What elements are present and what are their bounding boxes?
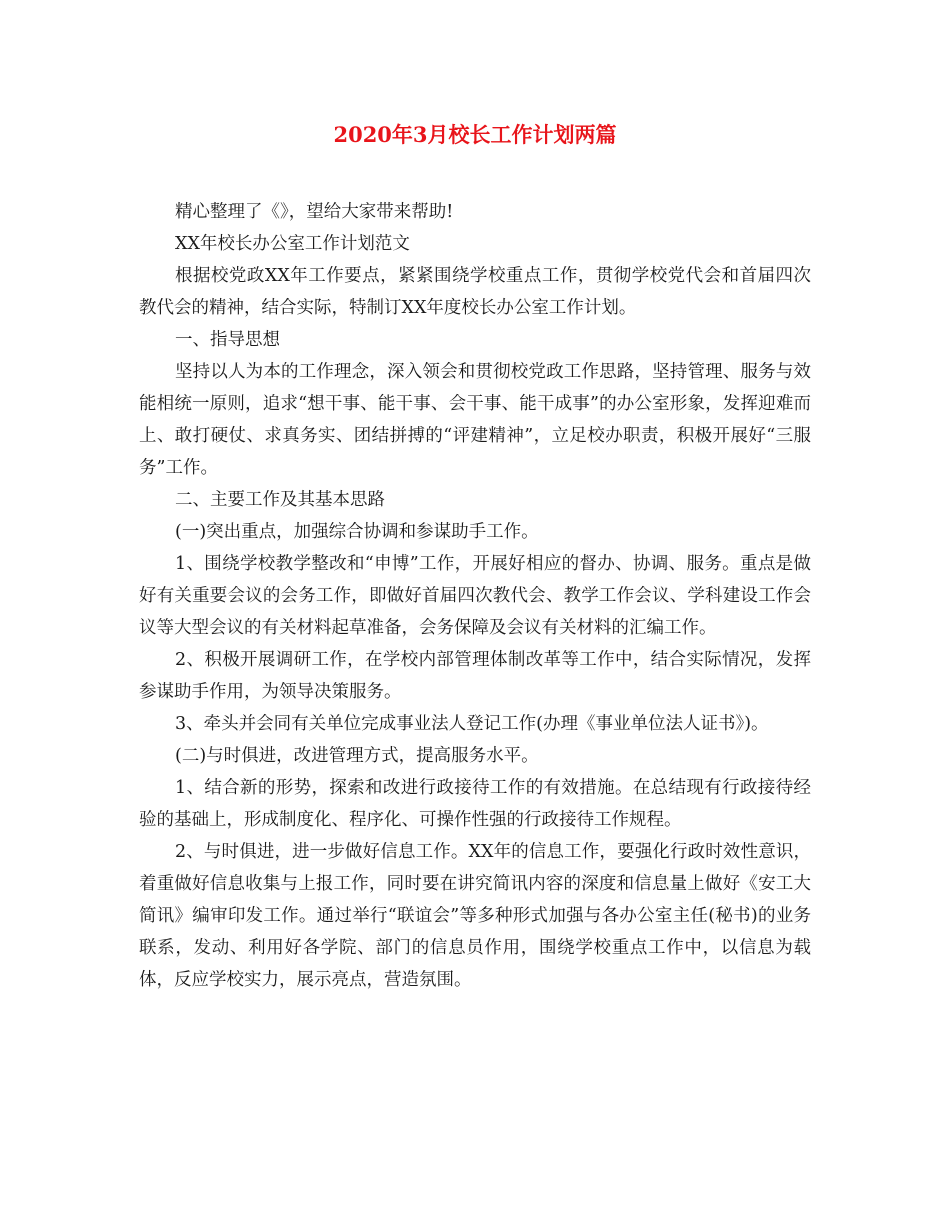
subsection-heading: (二)与时俱进，改进管理方式，提高服务水平。: [175, 746, 539, 766]
section-heading: 二、主要工作及其基本思路: [175, 490, 385, 510]
paragraph: 2、与时俱进，进一步做好信息工作。XX年的信息工作，要强化行政时效性意识，着重做好信息收集与上报工作，同时要在讲究简讯内容的深度和信息量上做好《安工大简讯》编审印发工作。通过举行“联谊会”等多种形式加强与各办公室主任(秘书)的业务联系，发动、利用好各学院、部门的信息员作用，围绕学校重点工作中，以信息为载体，反应学校实力，展示亮点，营造氛围。: [139, 842, 811, 990]
paragraph: 2、积极开展调研工作，在学校内部管理体制改革等工作中，结合实际情况，发挥参谋助手作用，为领导决策服务。: [139, 650, 811, 702]
paragraph: 1、结合新的形势，探索和改进行政接待工作的有效措施。在总结现有行政接待经验的基础上，形成制度化、程序化、可操作性强的行政接待工作规程。: [139, 778, 811, 830]
paragraph: 坚持以人为本的工作理念，深入领会和贯彻校党政工作思路，坚持管理、服务与效能相统一原则，追求“想干事、能干事、会干事、能干成事”的办公室形象，发挥迎难而上、敢打硬仗、求真务实、团结拼搏的“评建精神”，立足校办职责，积极开展好“三服务”工作。: [139, 362, 811, 478]
paragraph: 1、围绕学校教学整改和“申博”工作，开展好相应的督办、协调、服务。重点是做好有关重要会议的会务工作，即做好首届四次教代会、教学工作会议、学科建设工作会议等大型会议的有关材料起草准备，会务保障及会议有关材料的汇编工作。: [139, 554, 811, 638]
paragraph: 精心整理了《》，望给大家带来帮助!: [175, 202, 454, 222]
paragraph: 根据校党政XX年工作要点，紧紧围绕学校重点工作，贯彻学校党代会和首届四次教代会的精神，结合实际，特制订XX年度校长办公室工作计划。: [139, 266, 811, 318]
paragraph: 3、牵头并会同有关单位完成事业法人登记工作(办理《事业单位法人证书》)。: [175, 714, 769, 734]
document-body: [139, 196, 811, 996]
subsection-heading: (一)突出重点，加强综合协调和参谋助手工作。: [175, 522, 539, 542]
document-title: 2020年3月校长工作计划两篇: [333, 122, 617, 147]
paragraph: XX年校长办公室工作计划范文: [175, 234, 410, 254]
section-heading: 一、指导思想: [175, 330, 280, 350]
